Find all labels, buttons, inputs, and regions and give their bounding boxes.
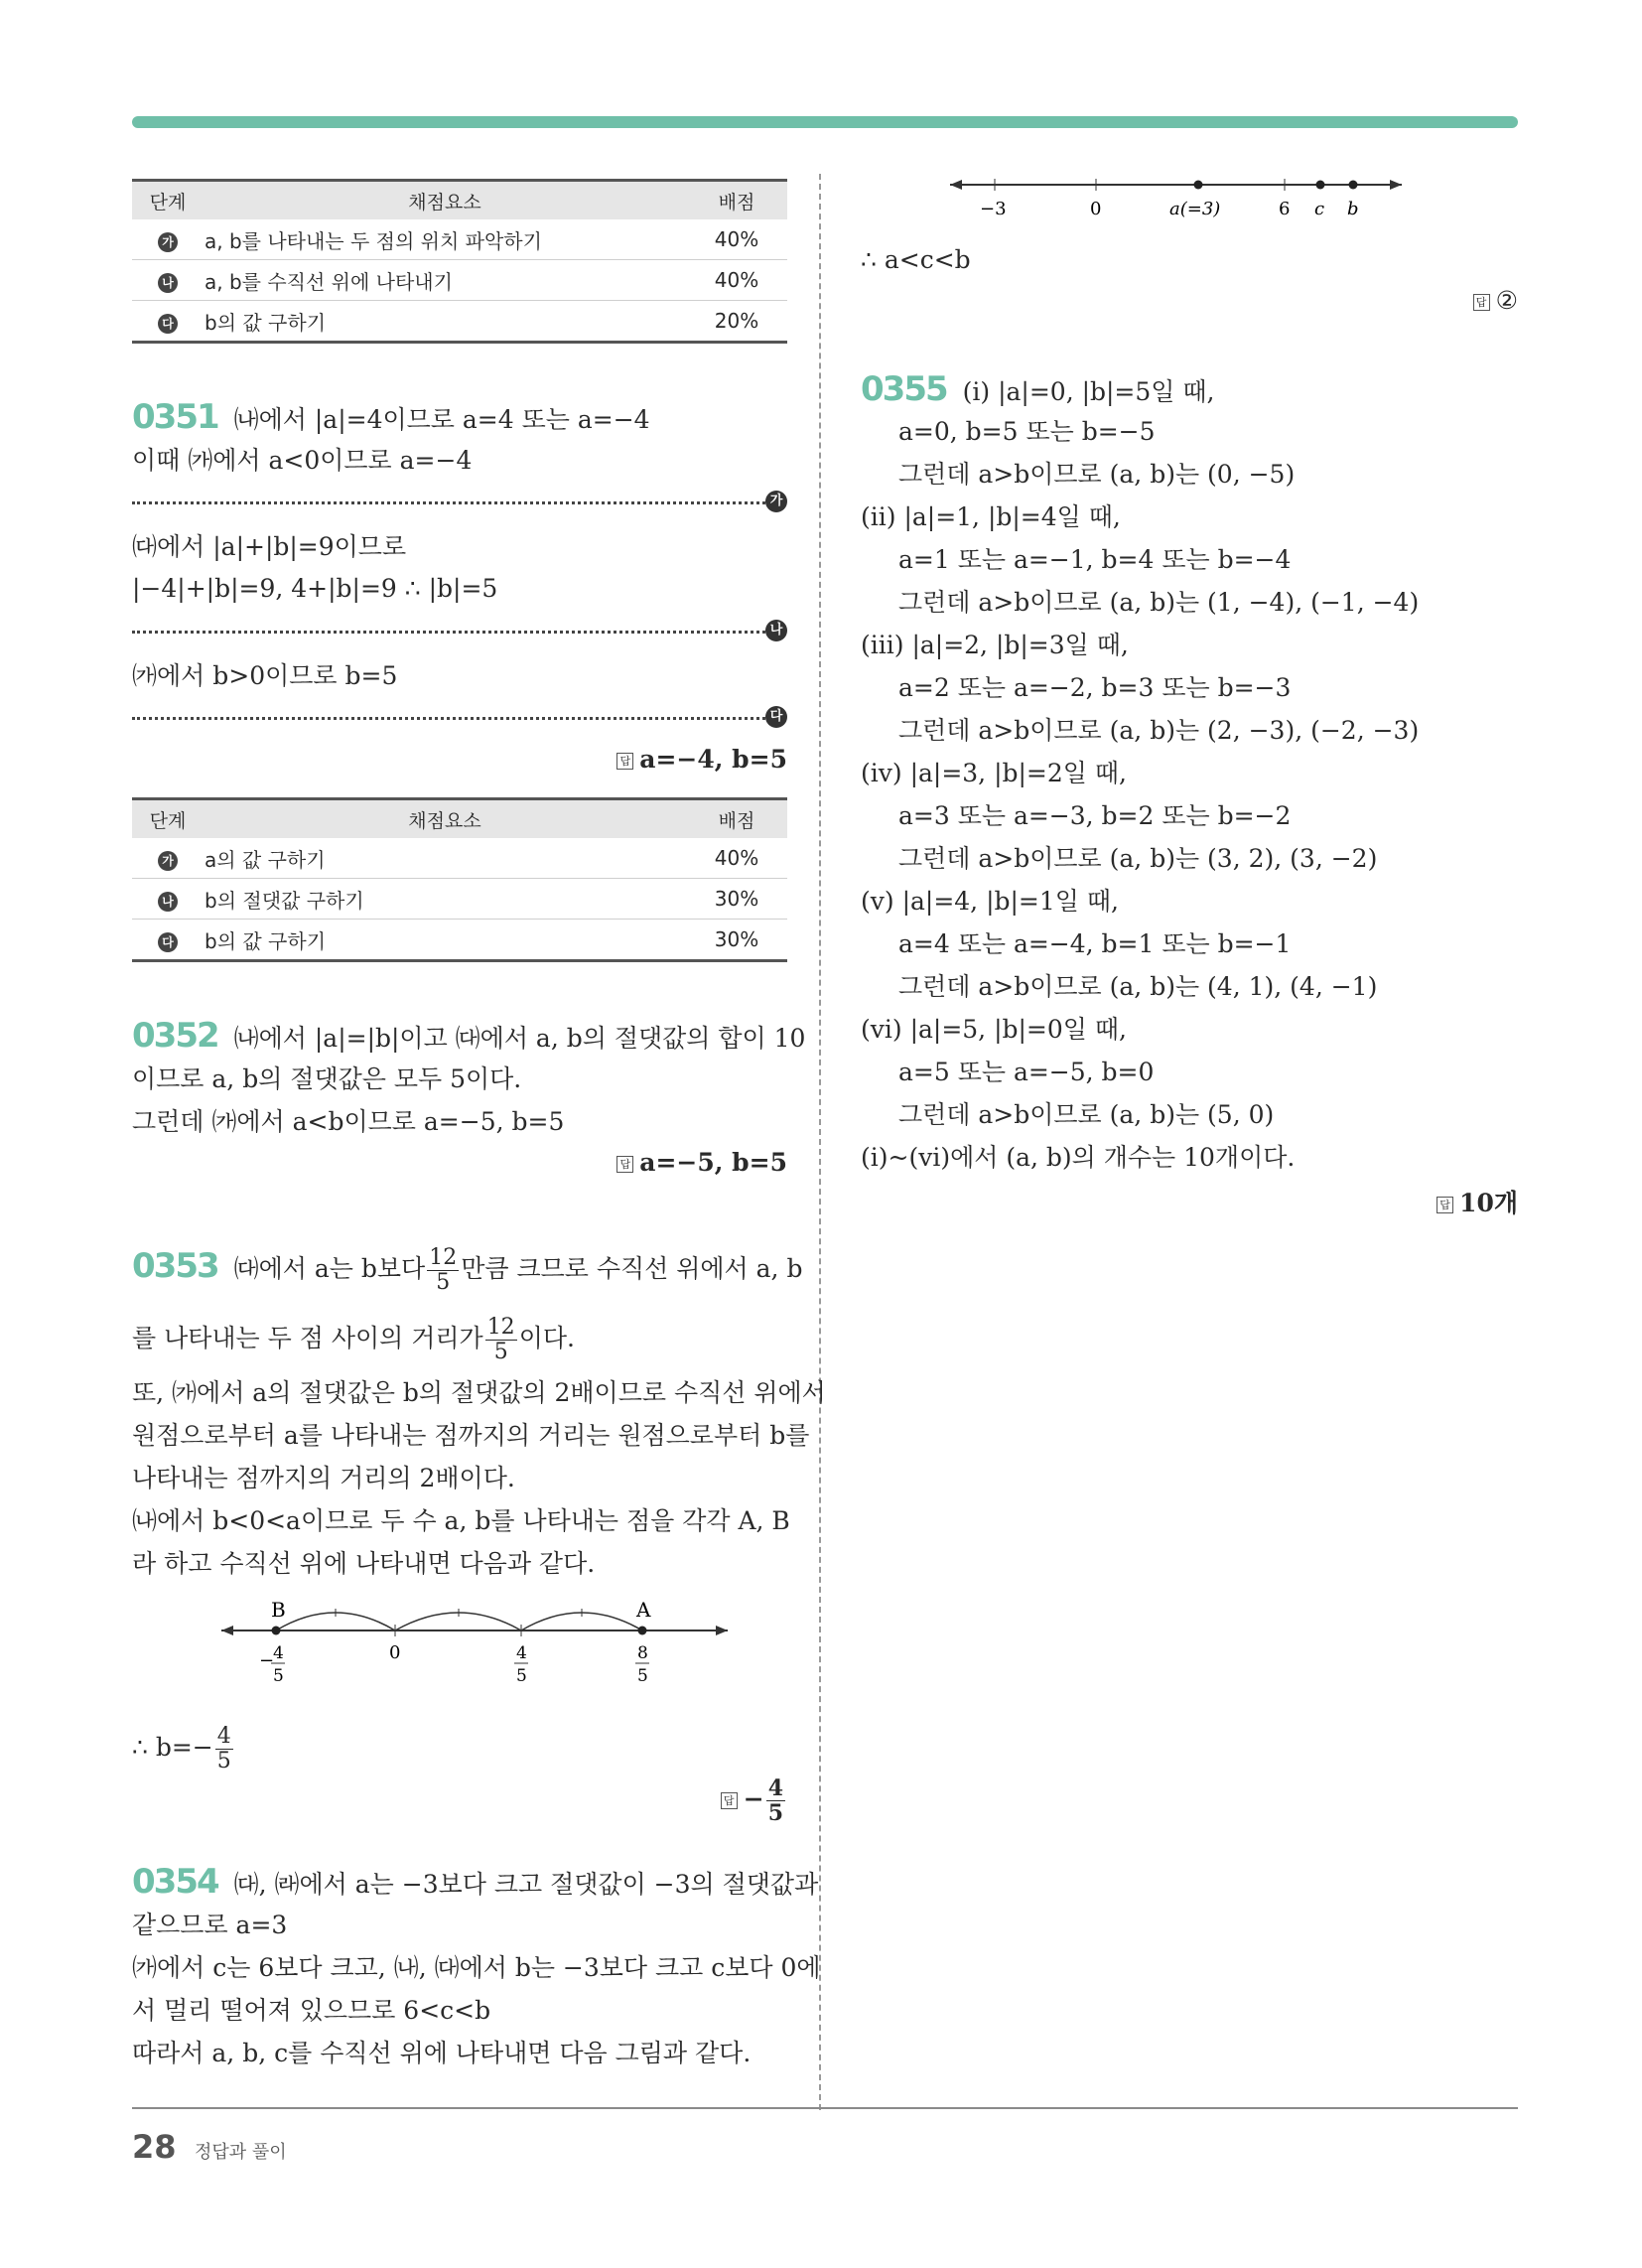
problem-0354-line5: 따라서 a, b, c를 수직선 위에 나타내면 다음 그림과 같다. (132, 2039, 752, 2067)
tick-denominator: 5 (273, 1666, 284, 1686)
fraction (485, 1316, 517, 1364)
text-line: 그런데 a>b이므로 (a, b)는 (4, 1), (4, −1) (898, 972, 1378, 1001)
denominator: 5 (493, 1340, 508, 1364)
tick-numerator: 4 (273, 1643, 284, 1663)
column-divider (819, 174, 821, 2110)
text-line: 그런데 a>b이므로 (a, b)는 (1, −4), (−1, −4) (898, 588, 1420, 617)
denominator: 5 (216, 1749, 231, 1773)
table-cell-score: 30% (686, 920, 787, 961)
answer-text: 10개 (1459, 1189, 1518, 1217)
arrow-right-icon (1390, 180, 1402, 190)
tick-label: −3 (980, 199, 1007, 219)
text-line: 그런데 a>b이므로 (a, b)는 (5, 0) (898, 1100, 1275, 1129)
answer-mark-icon: 답 (616, 1156, 633, 1173)
table-cell-desc: a의 값 구하기 (204, 838, 686, 879)
problem-number: 0354 (132, 1862, 218, 1902)
label-a: A (636, 1598, 651, 1622)
table-row (132, 219, 787, 260)
fraction (766, 1776, 785, 1825)
answer-0353 (721, 1770, 787, 1829)
problem-0351-line2: 이때 ㈎에서 a<0이므로 a=−4 (132, 446, 473, 475)
answer-text: a=−5, b=5 (639, 1148, 787, 1177)
label-b: B (271, 1598, 286, 1622)
text: ㈏에서 |a|=|b|이고 ㈐에서 a, b의 절댓값의 합이 10 (233, 1024, 806, 1053)
problem-0353-line1 (132, 1236, 802, 1299)
numerator: 4 (216, 1724, 231, 1749)
text-line: 그런데 a>b이므로 (a, b)는 (3, 2), (3, −2) (898, 844, 1378, 873)
table-header-criteria: 채점요소 (204, 181, 686, 220)
tick-label: a(=3) (1169, 199, 1221, 219)
fraction (427, 1246, 459, 1295)
problem-0353-line4: 원점으로부터 a를 나타내는 점까지의 거리는 원점으로부터 b를 (132, 1421, 810, 1450)
footer-rule (132, 2107, 1518, 2109)
text-line: (ⅴ) |a|=4, |b|=1일 때, (861, 887, 1119, 916)
answer-0355 (1437, 1184, 1518, 1219)
table-cell-desc: a, b를 나타내는 두 점의 위치 파악하기 (204, 219, 686, 260)
table-header-score: 배점 (686, 799, 787, 839)
text: (ⅰ) |a|=0, |b|=5일 때, (962, 377, 1215, 406)
text: 만큼 크므로 수직선 위에서 a, b (461, 1254, 803, 1283)
answer-sign: − (743, 1784, 764, 1813)
text-line: 그런데 a>b이므로 (a, b)는 (2, −3), (−2, −3) (898, 716, 1420, 745)
problem-0352-line3: 그런데 ㈎에서 a<b이므로 a=−5, b=5 (132, 1107, 565, 1136)
table-cell-score: 40% (686, 838, 787, 879)
problem-0353-line7: 라 하고 수직선 위에 나타내면 다음과 같다. (132, 1549, 596, 1578)
text-line: a=3 또는 a=−3, b=2 또는 b=−2 (898, 801, 1292, 830)
page-number: 28 (132, 2128, 177, 2166)
table-cell-score: 40% (686, 260, 787, 301)
step-marker: 가 (158, 851, 178, 871)
problem-number: 0355 (861, 369, 947, 409)
fraction (215, 1725, 233, 1773)
dotted-separator (132, 717, 765, 720)
text-line: a=1 또는 a=−1, b=4 또는 b=−4 (898, 545, 1292, 574)
problem-0353-line6: ㈏에서 b<0<a이므로 두 수 a, b를 나타내는 점을 각각 A, B (132, 1506, 790, 1535)
tick-label: 0 (1090, 199, 1102, 219)
tick-denominator: 5 (516, 1666, 527, 1686)
answer-text: a=−4, b=5 (639, 745, 787, 774)
table-cell-desc: b의 값 구하기 (204, 920, 686, 961)
answer-0354 (1473, 286, 1518, 315)
scoring-table-2 (132, 797, 787, 962)
text-line: a=2 또는 a=−2, b=3 또는 b=−3 (898, 673, 1292, 702)
point-b (272, 1627, 281, 1635)
text: ㈐에서 a는 b보다 (233, 1254, 426, 1283)
answer-0352 (616, 1148, 787, 1177)
answer-mark-icon: 답 (1473, 294, 1490, 311)
problem-number: 0353 (132, 1246, 218, 1286)
table-header-criteria: 채점요소 (204, 799, 686, 839)
table-cell-desc: b의 절댓값 구하기 (204, 879, 686, 920)
problem-0353-conclusion (132, 1718, 235, 1777)
text-line: a=0, b=5 또는 b=−5 (898, 417, 1156, 446)
problem-0354-line1 (132, 1862, 819, 1902)
table-row (132, 920, 787, 961)
tick-label: b (1347, 199, 1359, 219)
problem-0355-line1 (861, 369, 1215, 409)
text-line: (ⅵ) |a|=5, |b|=0일 때, (861, 1015, 1127, 1044)
footer-label: 정답과 풀이 (195, 2142, 287, 2163)
scoring-table-1 (132, 179, 787, 344)
table-header-step: 단계 (132, 799, 204, 839)
point-c (1316, 181, 1325, 190)
step-marker-circle: 나 (765, 620, 787, 641)
step-marker-circle: 가 (765, 491, 787, 512)
answer-mark-icon: 답 (1437, 1197, 1453, 1213)
tick-label: c (1314, 199, 1325, 219)
text: ㈐, ㈑에서 a는 −3보다 크고 절댓값이 −3의 절댓값과 (233, 1870, 819, 1899)
numerator: 4 (767, 1775, 783, 1801)
text: ∴ b=− (132, 1733, 213, 1762)
problem-0352-line2: 이므로 a, b의 절댓값은 모두 5이다. (132, 1064, 522, 1093)
problem-0353-line5: 나타내는 점까지의 거리의 2배이다. (132, 1464, 515, 1492)
text-line: a=5 또는 a=−5, b=0 (898, 1058, 1155, 1086)
problem-0354-line2: 같으므로 a=3 (132, 1911, 288, 1939)
table-cell-score: 30% (686, 879, 787, 920)
table-cell-desc: a, b를 수직선 위에 나타내기 (204, 260, 686, 301)
point-a (1194, 181, 1203, 190)
number-line-0353 (221, 1589, 738, 1698)
arrow-left-icon (950, 180, 962, 190)
problem-0351-line1 (132, 397, 650, 437)
tick-sign: − (259, 1650, 275, 1671)
number-line-0354 (950, 167, 1407, 226)
dotted-separator (132, 501, 765, 504)
answer-text: ② (1495, 286, 1518, 315)
text-line: (ⅱ) |a|=1, |b|=4일 때, (861, 502, 1121, 531)
step-marker-circle: 다 (765, 706, 787, 728)
problem-0353-line3: 또, ㈎에서 a의 절댓값은 b의 절댓값의 2배이므로 수직선 위에서 (132, 1378, 826, 1407)
table-cell-score: 40% (686, 219, 787, 260)
text-line: 그런데 a>b이므로 (a, b)는 (0, −5) (898, 460, 1296, 489)
problem-0354-line4: 서 멀리 떨어져 있으므로 6<c<b (132, 1996, 491, 2025)
problem-0352-line1 (132, 1016, 806, 1056)
top-accent-bar (132, 116, 1518, 128)
step-marker: 나 (158, 892, 178, 912)
tick-numerator: 4 (516, 1643, 527, 1663)
step-marker: 다 (158, 314, 178, 334)
problem-0354-conclusion: ∴ a<c<b (861, 245, 971, 274)
table-row (132, 838, 787, 879)
problem-0351-line3: ㈐에서 |a|+|b|=9이므로 (132, 532, 407, 561)
text: ㈏에서 |a|=4이므로 a=4 또는 a=−4 (233, 405, 650, 434)
table-cell-score: 20% (686, 301, 787, 343)
table-row (132, 260, 787, 301)
step-marker: 가 (158, 232, 178, 252)
text: 이다. (518, 1324, 575, 1352)
denominator: 5 (767, 1800, 783, 1826)
answer-0351 (616, 745, 787, 774)
text: 를 나타내는 두 점 사이의 거리가 (132, 1324, 483, 1352)
table-cell-desc: b의 값 구하기 (204, 301, 686, 343)
problem-0353-line2 (132, 1309, 575, 1368)
tick-label: 6 (1279, 199, 1291, 219)
step-marker: 다 (158, 932, 178, 952)
dotted-separator (132, 631, 765, 634)
problem-number: 0352 (132, 1016, 218, 1056)
problem-0351-line5: ㈎에서 b>0이므로 b=5 (132, 661, 398, 690)
tick-numerator: 8 (637, 1643, 648, 1663)
text-line: (ⅳ) |a|=3, |b|=2일 때, (861, 759, 1127, 787)
problem-number: 0351 (132, 397, 218, 437)
problem-0351-line4: |−4|+|b|=9, 4+|b|=9 ∴ |b|=5 (132, 574, 498, 603)
denominator: 5 (436, 1270, 451, 1295)
step-marker: 나 (158, 273, 178, 293)
point-a (638, 1627, 647, 1635)
numerator: 12 (429, 1245, 458, 1270)
text-line: a=4 또는 a=−4, b=1 또는 b=−1 (898, 929, 1292, 958)
answer-mark-icon: 답 (616, 753, 633, 770)
problem-0354-line3: ㈎에서 c는 6보다 크고, ㈏, ㈐에서 b는 −3보다 크고 c보다 0에 (132, 1953, 821, 1982)
table-header-step: 단계 (132, 181, 204, 220)
arrow-left-icon (221, 1626, 233, 1635)
text-line: (ⅰ)~(ⅵ)에서 (a, b)의 개수는 10개이다. (861, 1143, 1296, 1172)
point-b (1349, 181, 1358, 190)
tick-denominator: 5 (637, 1666, 648, 1686)
table-row (132, 879, 787, 920)
answer-mark-icon: 답 (721, 1792, 738, 1809)
text-line: (ⅲ) |a|=2, |b|=3일 때, (861, 631, 1129, 659)
arrow-right-icon (716, 1626, 728, 1635)
table-header-score: 배점 (686, 181, 787, 220)
table-row (132, 301, 787, 343)
numerator: 12 (486, 1315, 515, 1340)
tick-label: 0 (389, 1642, 401, 1663)
